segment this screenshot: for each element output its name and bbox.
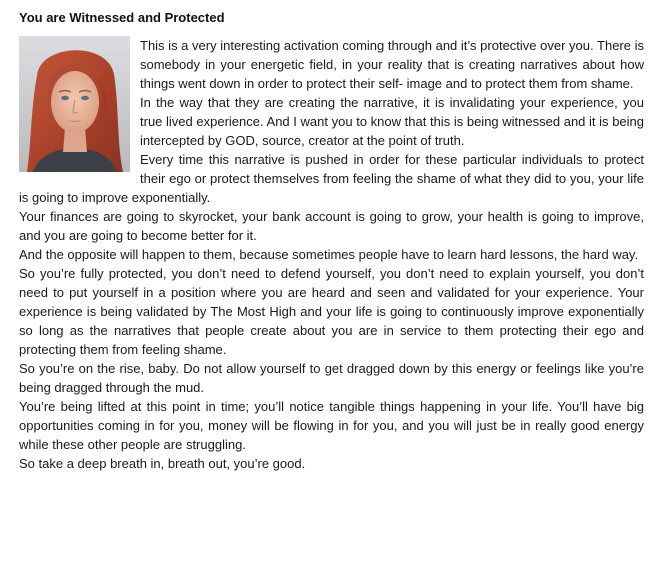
paragraph-6: So you’re fully protected, you don’t need to defend yourself, you don’t need to explain yourself, you don’t need to put yourself in a position where you are heard and seen and validated for your experience. Your experience is being validated by The Most High and your life is going to continuously improve exponentially so long as the narratives that people create about you are in service to them protecting their ego and protecting them from feeling shame. [19,266,644,357]
paragraph-1: This is a very interesting activation coming through and it’s protective over you. There is somebody in your energetic field, in your reality that is creating narratives about how things went down in order to protect their self- image and to protect them from shame. [140,38,644,91]
portrait-illustration [19,36,130,172]
paragraph-5: And the opposite will happen to them, because sometimes people have to learn hard lessons, the hard way. [19,247,639,262]
paragraph-7: So you’re on the rise, baby. Do not allow yourself to get dragged down by this energy or feelings like you’re being dragged through the mud. [19,361,644,395]
paragraph-8: You’re being lifted at this point in time; you’ll notice tangible things happening in your life. You’ll have big opportunities coming in for you, money will be flowing in for you, and you will just be in really good energy while these other people are struggling. [19,399,644,452]
paragraph-2: In the way that they are creating the narrative, it is invalidating your experience, you true lived experience. And I want you to know that this is being witnessed and it is being intercepted by GOD, source, creator at the point of truth. [140,95,644,148]
paragraph-9: So take a deep breath in, breath out, you’re good. [19,456,306,471]
document-title: You are Witnessed and Protected [19,10,225,25]
paragraph-4: Your finances are going to skyrocket, your bank account is going to grow, your health is going to improve, and you are going to become better for it. [19,209,644,243]
document [19,8,644,473]
author-photo [19,36,130,172]
paragraph-3: Every time this narrative is pushed in order for these particular individuals to protect their ego or protect themselves from feeling the shame of what they did to you, your life is going to improve exponentially. [19,152,644,205]
